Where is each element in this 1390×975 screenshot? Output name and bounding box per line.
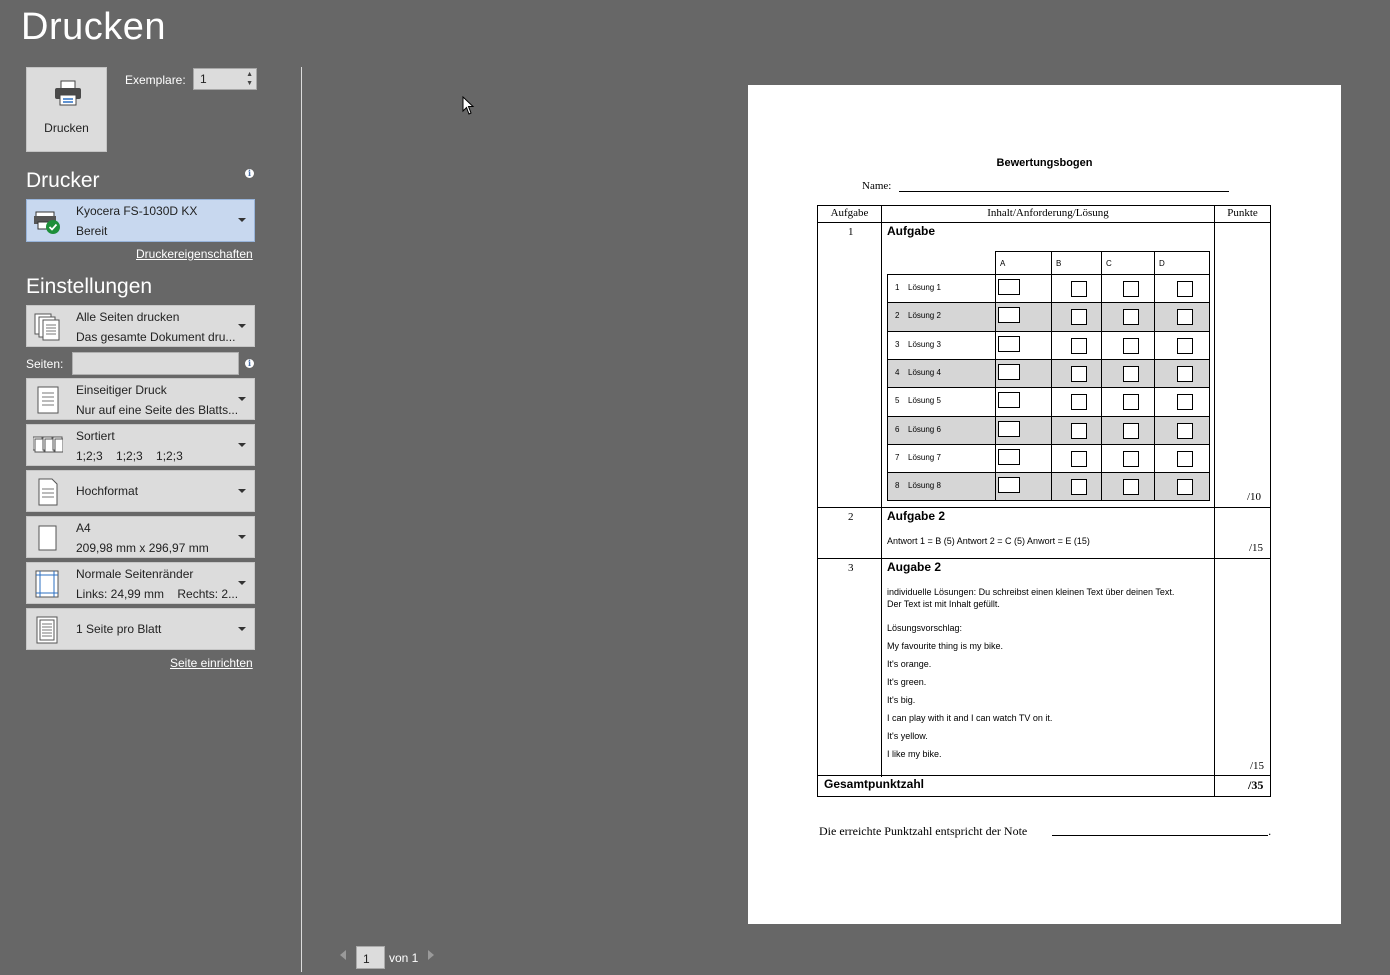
duplex-desc: Nur auf eine Seite des Blatts...: [76, 403, 239, 417]
answer-checkbox: [1071, 309, 1087, 325]
answer-checkbox: [998, 336, 1020, 352]
answer-row-label: Lösung 4: [908, 367, 941, 377]
answer-checkbox: [998, 392, 1020, 408]
answer-row-label: Lösung 7: [908, 452, 941, 462]
answer-grid: [887, 251, 1210, 501]
answer-row-label: Lösung 3: [908, 339, 941, 349]
page-setup-link[interactable]: Seite einrichten: [170, 656, 253, 670]
grid-line: [887, 274, 888, 500]
answer-checkbox: [998, 421, 1020, 437]
answer-checkbox: [1071, 394, 1087, 410]
grid-line: [995, 251, 1210, 252]
previous-page-icon[interactable]: [340, 950, 346, 960]
next-page-icon[interactable]: [428, 950, 434, 960]
answer-checkbox: [1177, 479, 1193, 495]
task2-points: /15: [1249, 542, 1264, 554]
paper-size-dropdown[interactable]: [26, 516, 255, 558]
name-line: [899, 191, 1229, 192]
chevron-down-icon: [238, 324, 246, 328]
answer-row-number: 1: [895, 283, 900, 292]
copies-spinner[interactable]: ▲ ▼: [246, 71, 253, 87]
answer-checkbox: [1123, 423, 1139, 439]
answer-checkbox: [998, 477, 1020, 493]
preview-title: Bewertungsbogen: [996, 157, 1093, 169]
answer-checkbox: [998, 449, 1020, 465]
task3-line: It's orange.: [887, 659, 932, 669]
margins-dropdown[interactable]: [26, 562, 255, 604]
task3-number: 3: [848, 562, 854, 574]
answer-checkbox: [1071, 423, 1087, 439]
orientation-dropdown[interactable]: [26, 470, 255, 512]
task2-title: Aufgabe 2: [887, 509, 946, 523]
collated-icon: [33, 431, 63, 461]
answer-row-number: 4: [895, 367, 900, 377]
task2-number: 2: [848, 511, 854, 523]
print-button[interactable]: [26, 67, 107, 152]
task3-title: Augabe 2: [887, 560, 942, 574]
answer-row-label: Lösung 2: [908, 311, 941, 321]
header-points: Punkte: [1227, 207, 1258, 219]
table-divider: [818, 222, 1270, 223]
grid-line: [887, 359, 1210, 360]
total-points: /35: [1248, 778, 1264, 792]
grid-line: [887, 472, 1210, 473]
chevron-down-icon: [238, 218, 246, 222]
copies-value: 1: [200, 72, 207, 86]
paper-icon: [33, 523, 63, 553]
task3-points: /15: [1250, 760, 1265, 772]
task3-suggestion-label: Lösungsvorschlag:: [887, 623, 963, 633]
answer-checkbox: [1177, 281, 1193, 297]
chevron-down-icon: [238, 535, 246, 539]
column-header: C: [1106, 259, 1112, 268]
answer-checkbox: [1123, 338, 1139, 354]
grid-line: [887, 331, 1210, 332]
panel-divider: [301, 67, 302, 972]
answer-checkbox: [1123, 451, 1139, 467]
page-count-label: von 1: [389, 951, 419, 965]
chevron-down-icon: [238, 443, 246, 447]
answer-checkbox: [1123, 479, 1139, 495]
page-title: Drucken: [21, 6, 166, 48]
answer-checkbox: [1123, 366, 1139, 382]
answer-checkbox: [1177, 451, 1193, 467]
single-sided-icon: [33, 385, 63, 415]
copies-input[interactable]: [193, 68, 257, 90]
task1-number: 1: [848, 226, 854, 238]
settings-section-title: Einstellungen: [26, 275, 153, 298]
portrait-icon: [33, 477, 63, 507]
print-range-desc: Das gesamte Dokument dru...: [76, 330, 236, 344]
answer-row-number: 6: [895, 424, 900, 434]
answer-row-number: 3: [895, 339, 900, 349]
preview-name-label: Name:: [862, 180, 892, 192]
answer-checkbox: [1123, 281, 1139, 297]
answer-checkbox: [998, 279, 1020, 295]
answer-row-number: 2: [895, 311, 900, 321]
printer-section-title: Drucker: [26, 169, 100, 192]
answer-checkbox: [1071, 281, 1087, 297]
paper-size-title: A4: [76, 521, 91, 535]
task2-text: Antwort 1 = B (5) Antwort 2 = C (5) Anwort = E (15): [887, 536, 1090, 546]
answer-row-label: Lösung 8: [908, 481, 941, 491]
margins-icon: [33, 569, 63, 599]
table-divider: [1214, 206, 1215, 796]
chevron-down-icon: [238, 489, 246, 493]
pages-stack-icon: [33, 312, 63, 342]
print-range-title: Alle Seiten drucken: [76, 310, 180, 324]
header-content: Inhalt/Anforderung/Lösung: [987, 207, 1109, 219]
grading-table: [817, 205, 1271, 797]
task1-points: /10: [1247, 491, 1262, 503]
grid-line: [887, 387, 1210, 388]
grid-line: [1051, 251, 1052, 500]
printer-ready-icon: [33, 206, 63, 236]
answer-row-number: 7: [895, 452, 900, 462]
column-header: D: [1159, 259, 1165, 268]
collate-dropdown[interactable]: [26, 424, 255, 466]
answer-row-number: 8: [895, 481, 900, 491]
answer-checkbox: [1071, 366, 1087, 382]
answer-checkbox: [1123, 394, 1139, 410]
column-header: A: [1000, 259, 1006, 268]
print-range-dropdown[interactable]: [26, 305, 255, 347]
answer-row-number: 5: [895, 396, 900, 406]
task3-line: It's yellow.: [887, 731, 928, 741]
paper-size-desc: 209,98 mm x 296,97 mm: [76, 541, 209, 555]
table-divider: [818, 558, 1270, 559]
footer-end: .: [1268, 824, 1272, 838]
duplex-title: Einseitiger Druck: [76, 383, 167, 397]
answer-checkbox: [1177, 338, 1193, 354]
answer-checkbox: [1177, 423, 1193, 439]
header-task: Aufgabe: [830, 207, 869, 219]
printer-icon: [53, 80, 83, 106]
task3-line: I can play with it and I can watch TV on it.: [887, 713, 1053, 723]
info-icon[interactable]: i: [245, 359, 254, 368]
task3-line: I like my bike.: [887, 749, 942, 759]
margins-desc: Links: 24,99 mm Rechts: 2...: [76, 587, 239, 601]
collate-title: Sortiert: [76, 429, 115, 443]
printer-name: Kyocera FS-1030D KX: [76, 204, 198, 218]
grid-line: [1154, 251, 1155, 500]
pages-input[interactable]: [72, 352, 239, 375]
pages-per-sheet-dropdown[interactable]: [26, 608, 255, 650]
preview-footer: Die erreichte Punktzahl entspricht der Note: [819, 824, 1028, 838]
answer-row-label: Lösung 5: [908, 396, 941, 406]
copies-label: Exemplare:: [125, 73, 186, 87]
chevron-down-icon: [238, 397, 246, 401]
grid-line: [887, 274, 1210, 275]
mouse-cursor-icon: [462, 96, 476, 116]
task3-line: It's green.: [887, 677, 927, 687]
info-icon[interactable]: i: [245, 169, 254, 178]
grid-line: [887, 444, 1210, 445]
answer-checkbox: [998, 364, 1020, 380]
grid-line: [887, 302, 1210, 303]
table-divider: [881, 206, 882, 777]
grid-line: [887, 416, 1210, 417]
grid-line: [995, 251, 996, 500]
current-page-input[interactable]: 1: [356, 946, 385, 969]
printer-properties-link[interactable]: Druckereigenschaften: [136, 247, 253, 261]
task3-intro-1: individuelle Lösungen: Du schreibst einen kleinen Text über deinen Text.: [887, 587, 1175, 597]
answer-checkbox: [998, 307, 1020, 323]
margins-title: Normale Seitenränder: [76, 567, 194, 581]
task3-line: My favourite thing is my bike.: [887, 641, 1004, 651]
column-header: B: [1056, 259, 1062, 268]
answer-checkbox: [1123, 309, 1139, 325]
table-divider: [818, 775, 1270, 776]
orientation-title: Hochformat: [76, 484, 139, 498]
grid-line: [887, 500, 1210, 501]
answer-checkbox: [1177, 309, 1193, 325]
chevron-down-icon: [238, 581, 246, 585]
answer-row-label: Lösung 1: [908, 283, 941, 292]
answer-checkbox: [1177, 366, 1193, 382]
task3-line: It's big.: [887, 695, 916, 705]
grid-line: [1209, 251, 1210, 500]
task3-intro-2: Der Text ist mit Inhalt gefüllt.: [887, 599, 1000, 609]
collate-desc: 1;2;3 1;2;3 1;2;3: [76, 449, 183, 463]
grade-line: [1052, 835, 1268, 836]
answer-row-label: Lösung 6: [908, 424, 941, 434]
total-label: Gesamtpunktzahl: [824, 777, 925, 791]
page-per-sheet-icon: [33, 615, 63, 645]
print-button-label: Drucken: [44, 121, 89, 135]
printer-status: Bereit: [76, 224, 108, 238]
pages-label: Seiten:: [26, 357, 64, 371]
print-preview-page: [748, 85, 1341, 924]
answer-checkbox: [1071, 451, 1087, 467]
answer-checkbox: [1177, 394, 1193, 410]
answer-checkbox: [1071, 338, 1087, 354]
task1-title: Aufgabe: [887, 224, 935, 238]
answer-checkbox: [1071, 479, 1087, 495]
grid-line: [1101, 251, 1102, 500]
printer-dropdown[interactable]: [26, 199, 255, 242]
duplex-dropdown[interactable]: [26, 378, 255, 420]
pages-per-sheet-title: 1 Seite pro Blatt: [76, 622, 162, 636]
chevron-down-icon: [238, 627, 246, 631]
table-divider: [818, 507, 1270, 508]
